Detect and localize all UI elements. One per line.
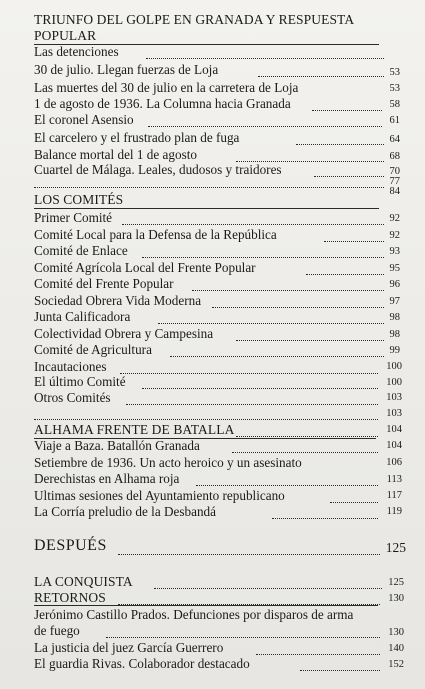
page-number: 130	[388, 627, 404, 638]
leader-dots	[170, 355, 384, 357]
leader-dots	[142, 256, 384, 258]
page-number: 84	[389, 186, 400, 197]
toc-entry: Sociedad Obrera Vida Moderna	[34, 293, 202, 308]
page-number: 103	[386, 392, 402, 403]
leader-dots	[306, 273, 384, 275]
page-number: 64	[389, 134, 400, 145]
toc-entry-line2: de fuego	[34, 623, 80, 638]
leader-dots	[232, 451, 378, 453]
leader-dots	[106, 636, 380, 638]
leader-dots	[212, 306, 384, 308]
page-number: 97	[389, 296, 400, 307]
leader-dots	[312, 109, 382, 111]
leader-dots	[34, 418, 378, 420]
leader-dots	[272, 517, 378, 519]
page-number: 98	[389, 312, 400, 323]
toc-entry: Otros Comités	[34, 390, 111, 405]
page-number: 140	[388, 643, 404, 654]
section-title-retornos: RETORNOS	[34, 590, 106, 605]
toc-entry: 30 de julio. Llegan fuerzas de Loja	[34, 62, 219, 77]
leader-dots	[154, 587, 382, 589]
page-number: 152	[388, 659, 404, 670]
toc-entry: El coronel Asensio	[34, 112, 134, 127]
page-number: 125	[388, 577, 404, 588]
page-number: 53	[389, 83, 400, 94]
page-number: 106	[386, 457, 402, 468]
toc-entry: El guardia Rivas. Colaborador destacado	[34, 656, 250, 671]
page-number: 58	[389, 99, 400, 110]
page-number: 68	[389, 151, 400, 162]
page-number: 100	[386, 377, 402, 388]
leader-dots	[300, 669, 380, 671]
toc-entry: Cuartel de Málaga. Leales, dudosos y traidores	[34, 162, 282, 177]
page-number: 70	[389, 166, 400, 177]
toc-entry: Las detenciones	[34, 44, 119, 59]
leader-dots	[192, 289, 384, 291]
page-number: 104	[386, 440, 402, 451]
page-number: 113	[386, 474, 402, 485]
page-number: 61	[389, 115, 400, 126]
page-number: 98	[389, 329, 400, 340]
leader-dots	[196, 484, 378, 486]
part-title-despues: DESPUÉS	[34, 537, 107, 554]
toc-entry: Derechistas en Alhama roja	[34, 471, 180, 486]
leader-dots	[148, 125, 382, 127]
leader-dots	[122, 223, 384, 225]
page-number: 93	[389, 246, 400, 257]
section-title-triunfo-line1: TRIUNFO DEL GOLPE EN GRANADA Y RESPUESTA	[34, 12, 355, 27]
page-number: 100	[386, 361, 402, 372]
toc-entry: Comité Agrícola Local del Frente Popular	[34, 260, 256, 275]
leader-dots	[126, 403, 378, 405]
toc-entry: Balance mortal del 1 de agosto	[34, 147, 197, 162]
toc-entry: Colectividad Obrera y Campesina	[34, 326, 214, 341]
leader-dots	[236, 339, 384, 341]
page-number: 119	[386, 506, 402, 517]
leader-dots	[120, 372, 378, 374]
leader-dots	[118, 553, 380, 555]
toc-entry: Comité Local para la Defensa de la República	[34, 227, 277, 242]
page-number: 104	[386, 424, 402, 435]
toc-entry: Primer Comité	[34, 210, 113, 225]
toc-entry: La Corría preludio de la Desbandá	[34, 504, 216, 519]
section-title-triunfo-line2: POPULAR	[34, 28, 97, 43]
section-title-comites: LOS COMITÉS	[34, 192, 124, 207]
page-number: 92	[389, 230, 400, 241]
leader-dots	[258, 75, 384, 77]
toc-entry: 1 de agosto de 1936. La Columna hacia Granada	[34, 96, 291, 111]
leader-dots	[142, 387, 378, 389]
page-number: 117	[386, 490, 402, 501]
page-number: 77	[389, 176, 400, 187]
toc-entry: Comité del Frente Popular	[34, 276, 174, 291]
toc-entry-line1: Jerónimo Castillo Prados. Defunciones por disparos de arma	[34, 607, 354, 622]
page-number: 53	[389, 67, 400, 78]
toc-entry: Ultimas sesiones del Ayuntamiento republicano	[34, 488, 285, 503]
section-title-alhama: ALHAMA FRENTE DE BATALLA	[34, 422, 235, 437]
leader-dots	[296, 143, 384, 145]
page-number: 92	[389, 213, 400, 224]
toc-entry: Las muertes del 30 de julio en la carretera de Loja	[34, 80, 299, 95]
section-rule	[34, 208, 379, 209]
page-number: 99	[389, 345, 400, 356]
toc-entry: Setiembre de 1936. Un acto heroico y un asesinato	[34, 455, 302, 470]
page-number: 125	[385, 540, 406, 555]
leader-dots	[158, 322, 384, 324]
section-rule	[34, 605, 378, 606]
toc-entry: Comité de Agricultura	[34, 342, 152, 357]
page-number: 130	[388, 593, 404, 604]
toc-entry: Junta Calificadora	[34, 309, 131, 324]
leader-dots	[330, 501, 378, 503]
leader-dots	[146, 57, 384, 59]
leader-dots	[236, 435, 378, 437]
toc-entry: Incautaciones	[34, 359, 107, 374]
toc-entry: Comité de Enlace	[34, 243, 128, 258]
toc-entry: Viaje a Baza. Batallón Granada	[34, 438, 200, 453]
toc-entry: El último Comité	[34, 374, 126, 389]
leader-dots	[34, 186, 384, 188]
section-title-conquista: LA CONQUISTA	[34, 574, 133, 589]
toc-entry: La justicia del juez García Guerrero	[34, 640, 224, 655]
toc-entry: El carcelero y el frustrado plan de fuga	[34, 130, 240, 145]
page-number: 96	[389, 279, 400, 290]
leader-dots	[256, 653, 380, 655]
page-number: 103	[386, 408, 402, 419]
page-number: 95	[389, 263, 400, 274]
